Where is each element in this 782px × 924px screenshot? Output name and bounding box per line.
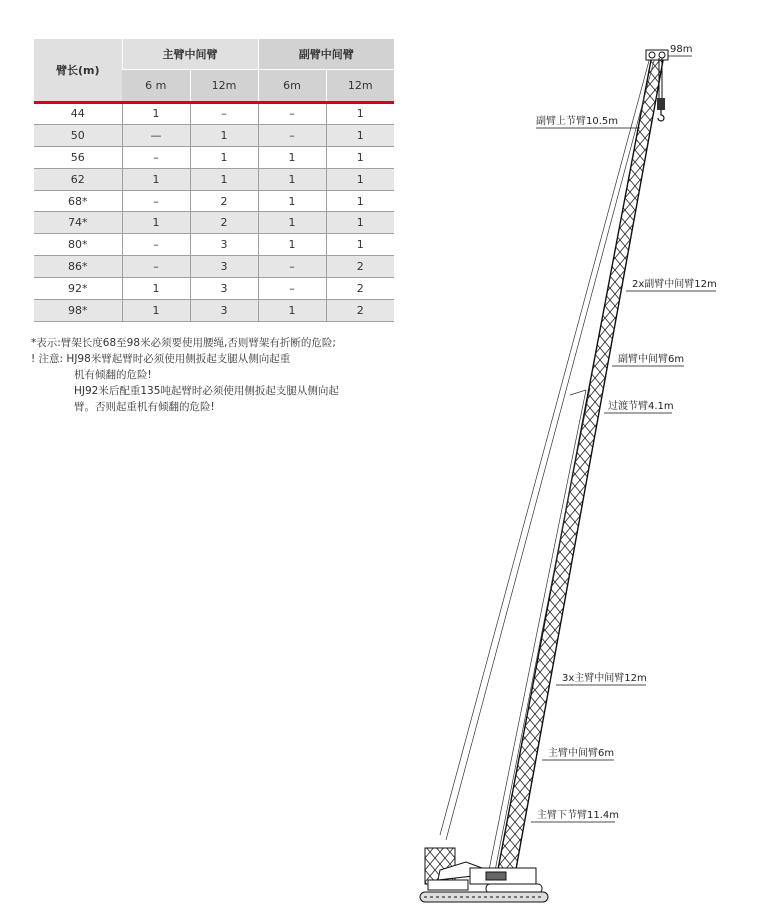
cell: 1 bbox=[326, 234, 394, 256]
label-text-main-mid-3x12: 3x主臂中间臂12m bbox=[562, 673, 647, 684]
cell: – bbox=[122, 146, 190, 168]
label-main-mid-6 bbox=[542, 746, 614, 760]
cell: 1 bbox=[326, 168, 394, 190]
label-text-main-bottom: 主臂下节臂11.4m bbox=[537, 810, 620, 821]
label-text-jib-mid-6: 副臂中间臂6m bbox=[618, 354, 685, 365]
cell: 1 bbox=[326, 103, 394, 125]
cell: – bbox=[122, 190, 190, 212]
boom-length-header: 臂长(m) bbox=[34, 39, 122, 103]
cell: 1 bbox=[326, 124, 394, 146]
cell: 1 bbox=[326, 190, 394, 212]
crawler-base-icon bbox=[420, 848, 548, 902]
table-row bbox=[34, 278, 394, 300]
cell: 1 bbox=[258, 190, 326, 212]
cell: 2 bbox=[190, 212, 258, 234]
cell: 1 bbox=[122, 278, 190, 300]
cell-length: 74* bbox=[34, 212, 122, 234]
label-text-transition: 过渡节臂4.1m bbox=[608, 401, 674, 412]
sub-header-jib-12m: 12m bbox=[326, 70, 394, 103]
sub-header-main-12m: 12m bbox=[190, 70, 258, 103]
note-line: ! 注意: HJ98米臂起臂时必须使用侧扳起支腿从侧向起重 bbox=[31, 353, 291, 365]
cell: 3 bbox=[190, 256, 258, 278]
cell-length: 80* bbox=[34, 234, 122, 256]
cell: – bbox=[258, 124, 326, 146]
cell: 1 bbox=[258, 212, 326, 234]
table-row bbox=[34, 146, 394, 168]
table-row bbox=[34, 190, 394, 212]
cell: – bbox=[122, 256, 190, 278]
cell: 3 bbox=[190, 300, 258, 322]
cell-length: 86* bbox=[34, 256, 122, 278]
cell: 1 bbox=[122, 212, 190, 234]
label-jib-mid-2x12 bbox=[626, 277, 717, 291]
cell-length: 92* bbox=[34, 278, 122, 300]
cell-length: 62 bbox=[34, 168, 122, 190]
cell: – bbox=[122, 234, 190, 256]
table-row bbox=[34, 300, 394, 322]
cell: 1 bbox=[258, 300, 326, 322]
sub-header-main-6m: 6 m bbox=[122, 70, 190, 103]
cell: 2 bbox=[326, 300, 394, 322]
cell: 1 bbox=[122, 103, 190, 125]
table-row bbox=[34, 103, 394, 125]
table-row bbox=[34, 168, 394, 190]
cell: 1 bbox=[190, 124, 258, 146]
label-transition bbox=[604, 399, 674, 413]
note-line: 机有倾翻的危险! bbox=[74, 369, 152, 381]
label-jib-top bbox=[536, 114, 640, 128]
table-row bbox=[34, 212, 394, 234]
cell: 1 bbox=[258, 234, 326, 256]
notes-block bbox=[31, 335, 397, 415]
main-boom-group-header: 主臂中间臂 bbox=[122, 39, 258, 70]
note-line: *表示:臂架长度68至98米必须要使用腰绳,否则臂架有折断的危险; bbox=[31, 337, 336, 349]
cell: 2 bbox=[326, 256, 394, 278]
cell-length: 44 bbox=[34, 103, 122, 125]
cell: 1 bbox=[122, 300, 190, 322]
cell: 2 bbox=[326, 278, 394, 300]
cell: – bbox=[258, 256, 326, 278]
jib-group-header: 副臂中间臂 bbox=[258, 39, 394, 70]
cell-length: 98* bbox=[34, 300, 122, 322]
cell: 1 bbox=[122, 168, 190, 190]
table-row bbox=[34, 256, 394, 278]
note-line: 臂。否则起重机有倾翻的危险! bbox=[74, 401, 215, 413]
label-text-98m: 98m bbox=[670, 44, 693, 55]
cell: 1 bbox=[190, 168, 258, 190]
label-jib-mid-6 bbox=[612, 352, 684, 366]
label-top-98m bbox=[668, 44, 692, 56]
cell: — bbox=[122, 124, 190, 146]
hook-block-icon bbox=[657, 98, 665, 121]
cell-length: 50 bbox=[34, 124, 122, 146]
boom-combination-table bbox=[34, 39, 394, 322]
table-row bbox=[34, 234, 394, 256]
cell-length: 68* bbox=[34, 190, 122, 212]
cell: 1 bbox=[258, 168, 326, 190]
cell: 1 bbox=[190, 146, 258, 168]
cell: 1 bbox=[326, 146, 394, 168]
label-text-main-mid-6: 主臂中间臂6m bbox=[548, 748, 615, 759]
label-main-mid-3x12 bbox=[556, 671, 647, 685]
cell-length: 56 bbox=[34, 146, 122, 168]
label-text-jib-top: 副臂上节臂10.5m bbox=[536, 116, 619, 127]
cell: 2 bbox=[190, 190, 258, 212]
label-text-jib-mid-2x12: 2x副臂中间臂12m bbox=[632, 279, 717, 290]
cell: – bbox=[258, 103, 326, 125]
cell: 3 bbox=[190, 278, 258, 300]
cell: – bbox=[258, 278, 326, 300]
table-row bbox=[34, 124, 394, 146]
cell: 3 bbox=[190, 234, 258, 256]
crane-boom-diagram bbox=[400, 0, 782, 924]
label-main-bottom bbox=[531, 808, 619, 822]
note-line: HJ92米后配重135吨起臂时必须使用侧扳起支腿从侧向起 bbox=[74, 385, 339, 397]
cell: 1 bbox=[326, 212, 394, 234]
cell: 1 bbox=[258, 146, 326, 168]
cell: – bbox=[190, 103, 258, 125]
sub-header-jib-6m: 6m bbox=[258, 70, 326, 103]
